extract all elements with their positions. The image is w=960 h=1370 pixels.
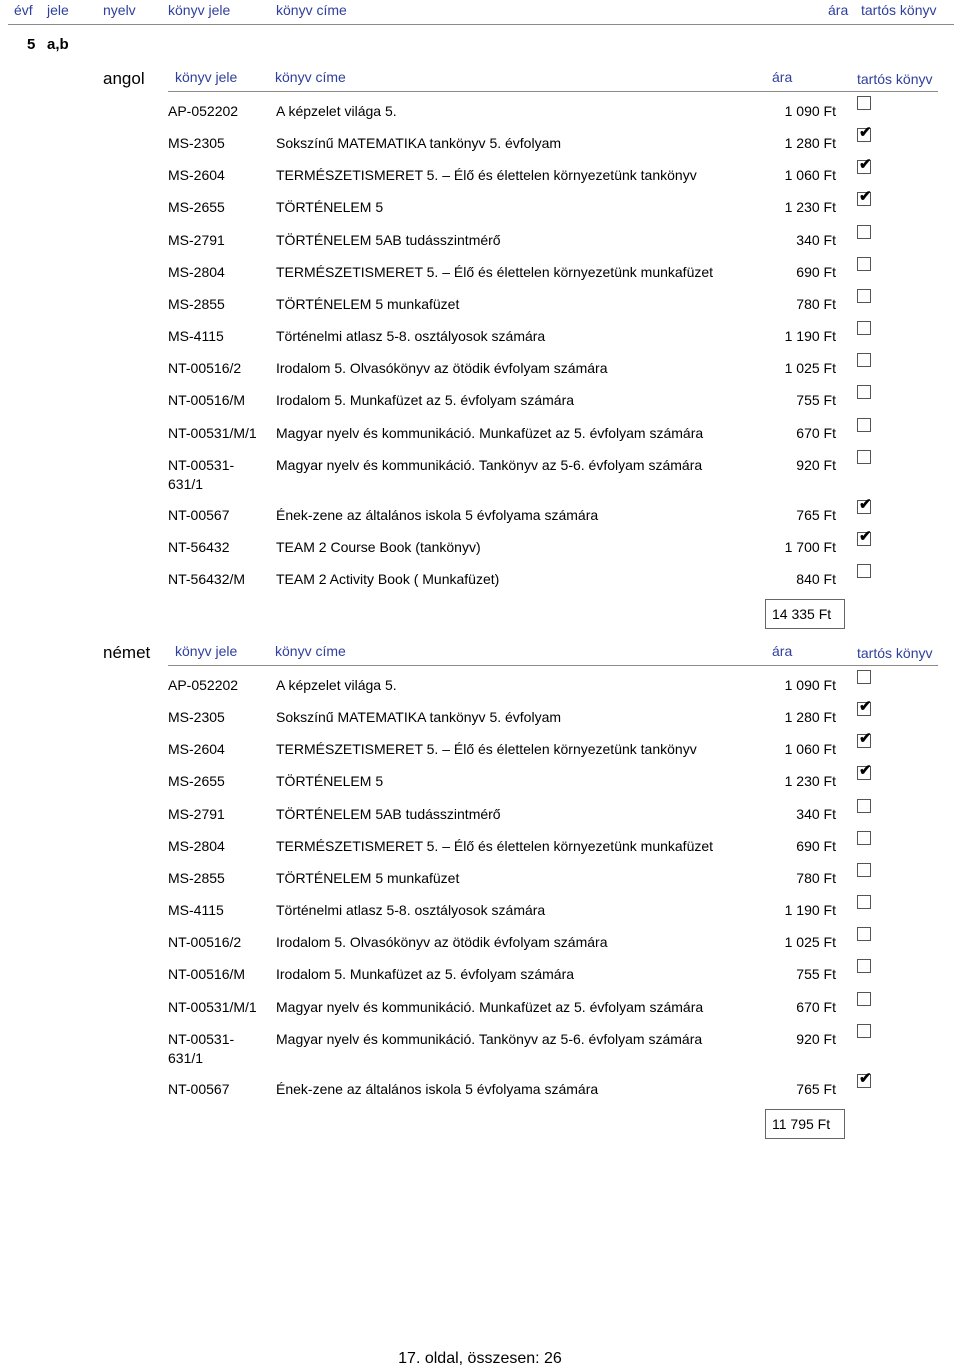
header-evf: évf bbox=[14, 2, 33, 18]
durable-checkbox[interactable] bbox=[857, 124, 872, 142]
book-code: AP-052202 bbox=[168, 677, 239, 693]
check-icon: ✔ bbox=[859, 188, 872, 205]
book-code: NT-00516/2 bbox=[168, 360, 242, 376]
check-icon: ✔ bbox=[859, 1070, 872, 1087]
durable-checkbox[interactable] bbox=[857, 895, 871, 909]
header-konyv-cime: könyv címe bbox=[276, 2, 347, 18]
durable-checkbox[interactable] bbox=[857, 353, 871, 367]
book-price: 670 Ft bbox=[796, 425, 836, 441]
book-price: 340 Ft bbox=[796, 806, 836, 822]
book-title: TÖRTÉNELEM 5 munkafüzet bbox=[276, 870, 460, 886]
book-code: MS-2604 bbox=[168, 741, 225, 757]
durable-checkbox[interactable] bbox=[857, 698, 872, 716]
durable-checkbox[interactable] bbox=[857, 992, 871, 1006]
header-jele: jele bbox=[47, 2, 69, 18]
grade-classes: a,b bbox=[47, 36, 69, 53]
header-ara: ára bbox=[828, 2, 849, 18]
section-header-divider bbox=[168, 91, 938, 92]
book-code: NT-00531/M/1 bbox=[168, 425, 257, 441]
book-price: 1 700 Ft bbox=[784, 539, 836, 555]
col-header-tartos: tartós könyv bbox=[857, 645, 933, 661]
durable-checkbox[interactable] bbox=[857, 225, 871, 239]
book-price: 765 Ft bbox=[796, 1081, 836, 1097]
book-code: NT-00567 bbox=[168, 507, 230, 523]
col-header-konyv-cime: könyv címe bbox=[275, 643, 346, 659]
book-title: Irodalom 5. Olvasókönyv az ötödik évfolyam számára bbox=[276, 934, 608, 950]
book-code: NT-00516/M bbox=[168, 966, 246, 982]
book-code: MS-2804 bbox=[168, 838, 225, 854]
book-price: 1 190 Ft bbox=[784, 902, 836, 918]
book-title: TÖRTÉNELEM 5 bbox=[276, 773, 384, 789]
grade-number: 5 bbox=[27, 36, 36, 53]
book-code: MS-2305 bbox=[168, 709, 225, 725]
book-title: TÖRTÉNELEM 5AB tudásszintmérő bbox=[276, 232, 501, 248]
book-code: MS-2791 bbox=[168, 806, 225, 822]
durable-checkbox[interactable] bbox=[857, 1024, 871, 1038]
durable-checkbox[interactable] bbox=[857, 762, 872, 780]
book-code: MS-2305 bbox=[168, 135, 225, 151]
book-price: 1 025 Ft bbox=[784, 360, 836, 376]
section-total: 11 795 Ft bbox=[765, 1109, 845, 1139]
durable-checkbox[interactable] bbox=[857, 959, 871, 973]
book-code: MS-2791 bbox=[168, 232, 225, 248]
book-code: MS-2855 bbox=[168, 870, 225, 886]
book-code: AP-052202 bbox=[168, 103, 239, 119]
durable-checkbox[interactable] bbox=[857, 927, 871, 941]
book-title: Sokszínű MATEMATIKA tankönyv 5. évfolyam bbox=[276, 709, 562, 725]
book-code: NT-56432/M bbox=[168, 571, 246, 587]
check-icon: ✔ bbox=[859, 762, 872, 779]
section-language: angol bbox=[103, 69, 145, 88]
book-code: NT-56432 bbox=[168, 539, 230, 555]
durable-checkbox[interactable] bbox=[857, 528, 872, 546]
header-nyelv: nyelv bbox=[103, 2, 136, 18]
book-code: MS-2855 bbox=[168, 296, 225, 312]
durable-checkbox[interactable] bbox=[857, 450, 871, 464]
book-title: A képzelet világa 5. bbox=[276, 677, 397, 693]
check-icon: ✔ bbox=[859, 528, 872, 545]
book-title: Történelmi atlasz 5-8. osztályosok számára bbox=[276, 328, 546, 344]
header-tartos: tartós könyv bbox=[861, 2, 937, 18]
book-code: MS-4115 bbox=[168, 902, 224, 918]
book-price: 1 060 Ft bbox=[784, 741, 836, 757]
book-code: MS-2804 bbox=[168, 264, 225, 280]
book-price: 755 Ft bbox=[796, 966, 836, 982]
durable-checkbox[interactable] bbox=[857, 670, 871, 684]
top-header bbox=[0, 0, 960, 26]
check-icon: ✔ bbox=[859, 124, 872, 141]
book-code: NT-00531-631/1 bbox=[168, 457, 235, 492]
check-icon: ✔ bbox=[859, 496, 872, 513]
book-price: 920 Ft bbox=[796, 457, 836, 473]
book-title: TEAM 2 Course Book (tankönyv) bbox=[276, 539, 481, 555]
durable-checkbox[interactable] bbox=[857, 799, 871, 813]
book-title: Magyar nyelv és kommunikáció. Munkafüzet az 5. évfolyam számára bbox=[276, 425, 704, 441]
book-price: 670 Ft bbox=[796, 999, 836, 1015]
book-title: Irodalom 5. Olvasókönyv az ötödik évfolyam számára bbox=[276, 360, 608, 376]
book-price: 1 230 Ft bbox=[784, 199, 836, 215]
check-icon: ✔ bbox=[859, 156, 872, 173]
header-konyv-jele: könyv jele bbox=[168, 2, 231, 18]
book-code: MS-2655 bbox=[168, 773, 225, 789]
book-price: 1 090 Ft bbox=[784, 103, 836, 119]
book-code: MS-2604 bbox=[168, 167, 225, 183]
header-divider bbox=[8, 24, 954, 25]
book-title: TÖRTÉNELEM 5 bbox=[276, 199, 384, 215]
book-price: 1 280 Ft bbox=[784, 135, 836, 151]
section-header-divider bbox=[168, 665, 938, 666]
book-title: Sokszínű MATEMATIKA tankönyv 5. évfolyam bbox=[276, 135, 562, 151]
book-price: 765 Ft bbox=[796, 507, 836, 523]
book-price: 690 Ft bbox=[796, 838, 836, 854]
durable-checkbox[interactable] bbox=[857, 289, 871, 303]
book-price: 1 230 Ft bbox=[784, 773, 836, 789]
book-title: TÖRTÉNELEM 5AB tudásszintmérő bbox=[276, 806, 501, 822]
durable-checkbox[interactable] bbox=[857, 385, 871, 399]
col-header-ara: ára bbox=[772, 69, 793, 85]
col-header-konyv-cime: könyv címe bbox=[275, 69, 346, 85]
durable-checkbox[interactable] bbox=[857, 564, 871, 578]
book-price: 755 Ft bbox=[796, 392, 836, 408]
book-title: Irodalom 5. Munkafüzet az 5. évfolyam számára bbox=[276, 966, 575, 982]
book-title: Magyar nyelv és kommunikáció. Tankönyv az 5-6. évfolyam számára bbox=[276, 1031, 703, 1047]
book-title: TERMÉSZETISMERET 5. – Élő és élettelen környezetünk tankönyv bbox=[276, 741, 697, 757]
book-price: 690 Ft bbox=[796, 264, 836, 280]
book-title: Irodalom 5. Munkafüzet az 5. évfolyam számára bbox=[276, 392, 575, 408]
book-title: A képzelet világa 5. bbox=[276, 103, 397, 119]
check-icon: ✔ bbox=[859, 698, 872, 715]
col-header-konyv-jele: könyv jele bbox=[175, 643, 238, 659]
book-code: MS-2655 bbox=[168, 199, 225, 215]
book-price: 1 090 Ft bbox=[784, 677, 836, 693]
book-title: TERMÉSZETISMERET 5. – Élő és élettelen környezetünk tankönyv bbox=[276, 167, 697, 183]
book-code: MS-4115 bbox=[168, 328, 224, 344]
book-price: 780 Ft bbox=[796, 870, 836, 886]
durable-checkbox[interactable] bbox=[857, 257, 871, 271]
book-title: Történelmi atlasz 5-8. osztályosok számára bbox=[276, 902, 546, 918]
book-price: 840 Ft bbox=[796, 571, 836, 587]
book-price: 1 280 Ft bbox=[784, 709, 836, 725]
book-code: NT-00531/M/1 bbox=[168, 999, 257, 1015]
book-code: NT-00516/2 bbox=[168, 934, 242, 950]
book-price: 1 060 Ft bbox=[784, 167, 836, 183]
book-code: NT-00516/M bbox=[168, 392, 246, 408]
durable-checkbox[interactable] bbox=[857, 730, 872, 748]
durable-checkbox[interactable] bbox=[857, 188, 872, 206]
book-title: TÖRTÉNELEM 5 munkafüzet bbox=[276, 296, 460, 312]
durable-checkbox[interactable] bbox=[857, 496, 872, 514]
durable-checkbox[interactable] bbox=[857, 831, 871, 845]
book-code: NT-00531-631/1 bbox=[168, 1031, 235, 1066]
section-language: német bbox=[103, 643, 151, 662]
page-footer: 17. oldal, összesen: 26 bbox=[398, 1350, 562, 1367]
col-header-tartos: tartós könyv bbox=[857, 71, 933, 87]
book-title: Ének-zene az általános iskola 5 évfolyama számára bbox=[276, 1081, 599, 1097]
col-header-ara: ára bbox=[772, 643, 793, 659]
book-price: 780 Ft bbox=[796, 296, 836, 312]
book-title: TERMÉSZETISMERET 5. – Élő és élettelen környezetünk munkafüzet bbox=[276, 838, 714, 854]
book-title: TEAM 2 Activity Book ( Munkafüzet) bbox=[276, 571, 500, 587]
durable-checkbox[interactable] bbox=[857, 321, 871, 335]
book-price: 920 Ft bbox=[796, 1031, 836, 1047]
book-price: 1 190 Ft bbox=[784, 328, 836, 344]
book-title: Magyar nyelv és kommunikáció. Munkafüzet az 5. évfolyam számára bbox=[276, 999, 704, 1015]
book-title: Magyar nyelv és kommunikáció. Tankönyv az 5-6. évfolyam számára bbox=[276, 457, 703, 473]
book-price: 1 025 Ft bbox=[784, 934, 836, 950]
col-header-konyv-jele: könyv jele bbox=[175, 69, 238, 85]
check-icon: ✔ bbox=[859, 730, 872, 747]
durable-checkbox[interactable] bbox=[857, 96, 871, 110]
book-title: Ének-zene az általános iskola 5 évfolyama számára bbox=[276, 507, 599, 523]
durable-checkbox[interactable] bbox=[857, 418, 871, 432]
durable-checkbox[interactable] bbox=[857, 1070, 872, 1088]
book-price: 340 Ft bbox=[796, 232, 836, 248]
durable-checkbox[interactable] bbox=[857, 156, 872, 174]
section-total: 14 335 Ft bbox=[765, 599, 845, 629]
book-title: TERMÉSZETISMERET 5. – Élő és élettelen környezetünk munkafüzet bbox=[276, 264, 714, 280]
durable-checkbox[interactable] bbox=[857, 863, 871, 877]
book-code: NT-00567 bbox=[168, 1081, 230, 1097]
